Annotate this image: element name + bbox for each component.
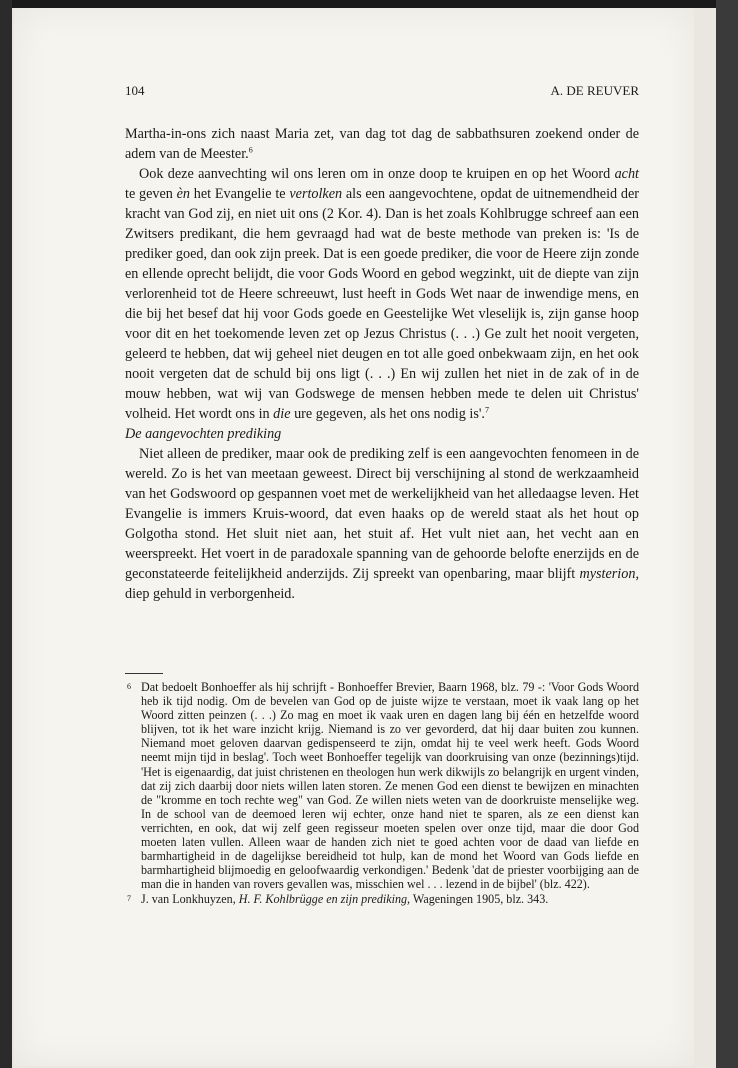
- scan-border-right: [716, 0, 738, 1068]
- footnote-ref-7[interactable]: 7: [484, 405, 489, 415]
- footnote-mark-7: 7: [127, 894, 131, 904]
- scan-border-left: [0, 0, 12, 1068]
- paragraph-2: Ook deze aanvechting wil ons leren om in onze doop te kruipen en op het Woord acht te geven èn het Evangelie te vertolken als een aangevochtene, opdat de uitnemendheid der kracht van God zij, en niet uit ons (2 Kor. 4). Dan is het zoals Kohlbrugge schreef aan een Zwitsers predikant, die hem gevraagd had wat de beste methode van preken is: 'Is de prediker goed, dan ook zijn preek. Dat is een goede prediker, die voor de Heere zijn zonde en ellende oprecht belijdt, die voor Gods Woord en gebod wegzinkt, uit de diepte van zijn verlorenheid tot de Heere schreeuwt, lust heeft in Gods Wet naar de inwendige mens, en die bij het besef dat hij voor Gods goede en Geestelijke Wet vleselijk is, zijn ganse hoop voor dit en het toekomende leven zet op Jezus Christus (. . .) Ge zult het nooit vergeten, geleerd te hebben, dat wij geheel niet deugen en tot alle goed onbekwaam zijn, en het ook nooit vergeten dat de schuld bij ons ligt (. . .) En wij zullen het niet in de zak of in de mouw hebben, wat wij van Godswege de mensen hebben mede te delen uit Christus' volheid. Het wordt ons in die ure gegeven, als het ons nodig is'.$^7$: [125, 166, 640, 422]
- footnote-ref-6[interactable]: 6: [248, 145, 253, 155]
- footnote-7: 7 J. van Lonkhuyzen, H. F. Kohlbrügge en zijn prediking, Wageningen 1905, blz. 343.: [127, 892, 549, 907]
- section-title: De aangevochten prediking: [125, 426, 282, 442]
- running-head: A. DE REUVER: [550, 83, 639, 98]
- footnote-6: 6 Dat bedoelt Bonhoeffer als hij schrijft - Bonhoeffer Brevier, Baarn 1968, blz. 79 -: 'Voor Gods Woord heb ik tijd nodig. Om de bevelen van God op de juiste wijze te verstaan, moet ik vaak lang op het Woord zitten peinzen (. . .) Zo mag en moet ik vaak uren en dagen lang bij één en hetzelfde woord blijven, tot ik het ware inzicht krijg. Niemand is zo ver gevorderd, dat hij daar buiten zou kunnen. Niemand moet geloven daarvan gedispenseerd te zijn, omdat hij te veel werk heeft. Gods Woord neemt mijn tijd in beslag'. Toch weet Bonhoeffer tegelijk van doorkruising van onze (bezinnings)tijd. 'Het is eigenaardig, dat juist christenen en theologen hun werk dikwijls zo belangrijk en urgent vinden, dat zij zich daarbij door niets willen laten storen. Ze menen God een dienst te bewijzen en minachten de "kromme en toch rechte weg" van God. Ze willen niets weten van de doorkruiste menselijke weg. In de school van de deemoed leren wij echter, onze hand niet te sparen, als ze een dienst kan verrichten, en ook, dat wij zelf geen regisseur moeten spelen over onze tijd, maar die door God moeten laten vullen. Alleen waar de handen zich niet te goed achten voor de daad van liefde en barmhartigheid in de dagelijkse bereidheid tot hulp, kan de mond het Woord van Gods liefde en barmhartigheid blijmoedig en geloofwaardig verkondigen.' Bedenk 'dat de priester voorbijging aan de man die in handen van rovers gevallen was, misschien wel . . . lezend in de bijbel' (blz. 422).: [127, 680, 639, 892]
- footnotes: [125, 680, 639, 908]
- footnote-mark-6: 6: [127, 682, 131, 691]
- page-header: [125, 83, 639, 99]
- footnote-rule: [125, 673, 163, 674]
- page-number: 104: [125, 83, 145, 98]
- body-text: [125, 124, 639, 604]
- scan-border-top: [0, 0, 738, 8]
- paragraph-1: Martha-in-ons zich naast Maria zet, van dag tot dag de sabbathsuren zoekend onder de adem van de Meester.$^6$: [125, 126, 639, 162]
- paragraph-3: Niet alleen de prediker, maar ook de prediking zelf is een aangevochten fenomeen in de wereld. Zo is het van meetaan geweest. Direct bij verschijning al stond de werkzaamheid van het Godswoord op gespannen voet met de werkelijkheid van het alledaagse leven. Het Evangelie is immers Kruis-woord, dat even haaks op de wereld staat als het hout op Golgotha stond. Het sluit niet aan, het stuit af. Het vult niet aan, het vecht aan en weerspreekt. Het voert in de paradoxale spanning van de gehoorde belofte enerzijds en de geconstateerde feitelijkheid anderzijds. Zij spreekt van openbaring, maar blijft mysterion, diep gehuld in verborgenheid.: [125, 446, 639, 602]
